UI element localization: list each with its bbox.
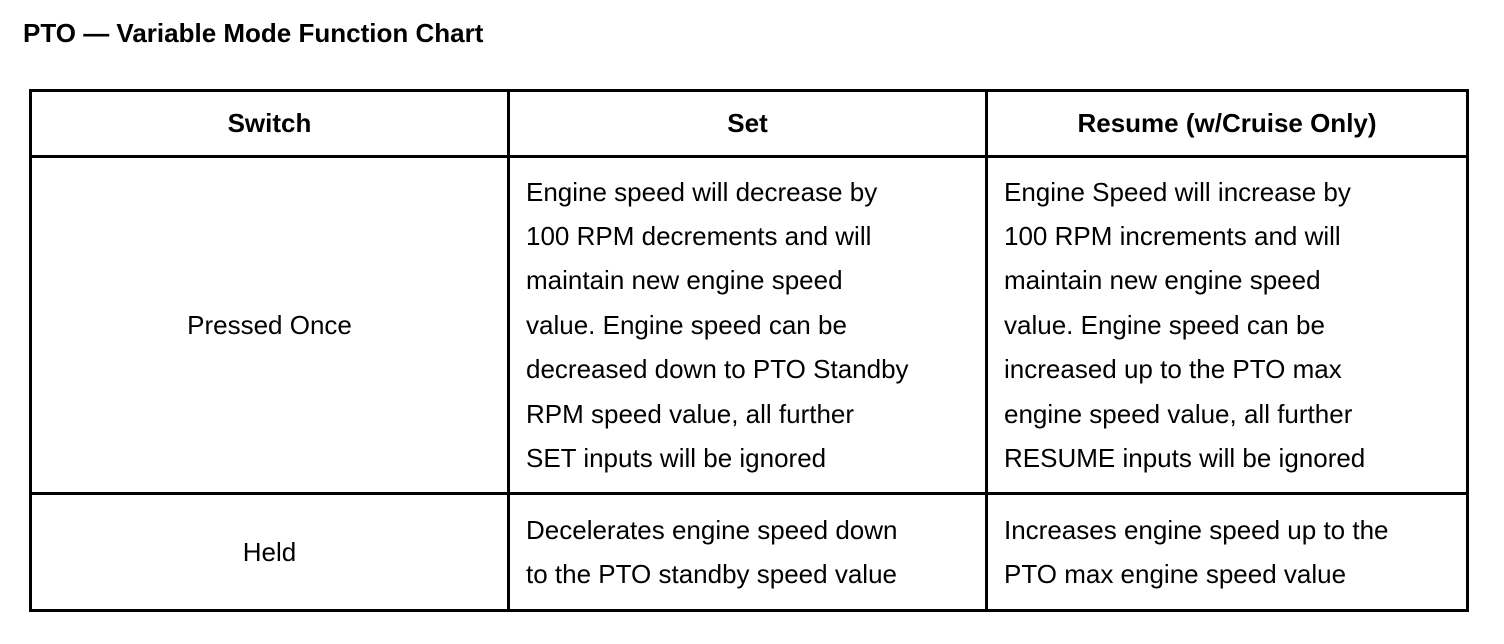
page-title: PTO — Variable Mode Function Chart (23, 18, 484, 48)
set-text-line: RPM speed value, all further (526, 398, 855, 429)
set-text-line: maintain new engine speed (526, 265, 843, 296)
set-text-line: Decelerates engine speed down (526, 514, 898, 545)
header-switch: Switch (31, 91, 509, 157)
table-header-row (31, 91, 1468, 157)
set-text-line: Engine speed will decrease by (526, 176, 878, 207)
set-text-line: SET inputs will be ignored (526, 443, 827, 474)
switch-cell: Pressed Once (31, 157, 509, 494)
resume-text-line: 100 RPM increments and will (1004, 220, 1341, 251)
resume-cell (987, 494, 1468, 611)
table-row-held (31, 494, 1468, 611)
set-text-line: decreased down to PTO Standby (526, 354, 909, 385)
function-chart-table (29, 89, 1469, 612)
set-cell (509, 157, 987, 494)
set-text-line: value. Engine speed can be (526, 309, 847, 340)
set-text-line: to the PTO standby speed value (526, 559, 897, 589)
resume-text-line: PTO max engine speed value (1004, 559, 1347, 589)
switch-cell: Held (31, 494, 509, 611)
header-resume: Resume (w/Cruise Only) (987, 91, 1468, 157)
set-cell (509, 494, 987, 611)
resume-text-line: engine speed value, all further (1004, 398, 1353, 429)
resume-text-line: Increases engine speed up to the (1004, 514, 1389, 545)
set-text-line: 100 RPM decrements and will (526, 220, 872, 251)
table-row-pressed-once (31, 157, 1468, 494)
resume-text-line: value. Engine speed can be (1004, 309, 1325, 340)
resume-text-line: RESUME inputs will be ignored (1004, 443, 1366, 474)
resume-text-line: Engine Speed will increase by (1004, 176, 1351, 207)
resume-text-line: maintain new engine speed (1004, 265, 1321, 296)
header-set: Set (509, 91, 987, 157)
resume-text-line: increased up to the PTO max (1004, 354, 1342, 385)
resume-cell (987, 157, 1468, 494)
